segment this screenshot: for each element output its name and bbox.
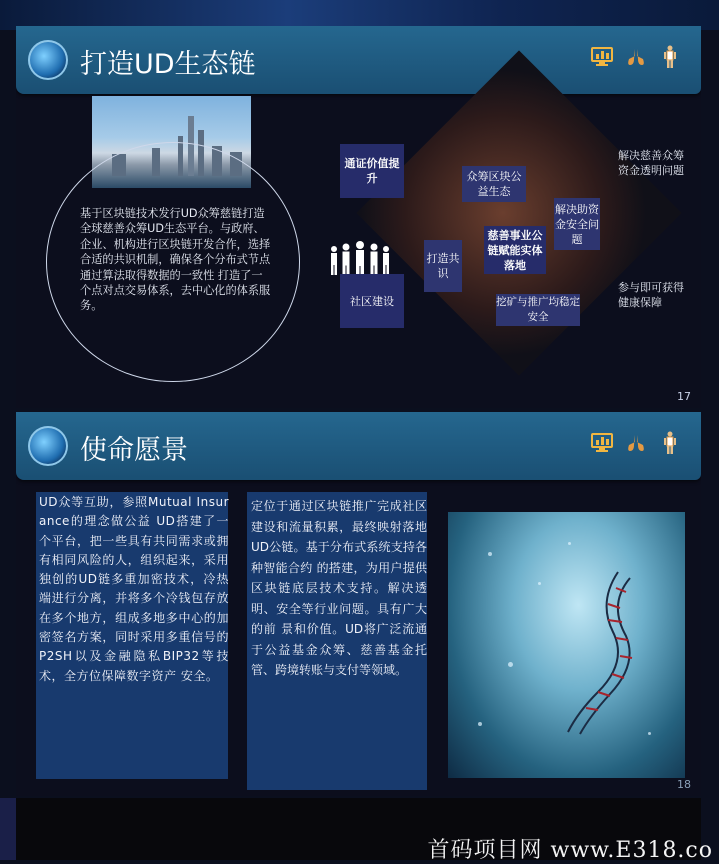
site-watermark: 首码项目网 www.E318.co — [427, 838, 713, 863]
page-number: 18 — [677, 778, 691, 791]
globe-icon — [28, 426, 68, 466]
dna-helix-image — [448, 512, 685, 778]
diagram-note-transparency: 解决慈善众筹 资金透明问题 — [618, 149, 684, 177]
bottom-left-edge — [0, 798, 16, 860]
diagram-token-value-box: 通证价值提升 — [340, 144, 404, 198]
person-body-icon — [659, 45, 681, 69]
positioning-text-panel — [247, 492, 427, 790]
diagram-crowdfund-box: 众筹区块公益生态 — [462, 166, 526, 202]
diagram-note-health: 参与即可获得健康保障 — [618, 281, 684, 309]
mutual-aid-text-panel — [36, 492, 228, 779]
diagram-consensus-box: 打造共识 — [424, 240, 462, 292]
slide-header — [16, 26, 701, 94]
header-icons — [591, 45, 681, 69]
diagram-community-box: 社区建设 — [340, 274, 404, 328]
diagram-diamond-background — [356, 50, 681, 375]
diagram-mining-box: 挖矿与推广均稳定安全 — [496, 294, 580, 326]
circle-description-text: 基于区块链技术发行UD众筹慈链打造全球慈善众筹UD生态平台。与政府、企业、机构进行区块链开发合作，选择合适的共识机制，确保各个分布式节点通过算法取得数据的一致性 打造了一个点对点交易体系，去中心化的体系服务。 — [80, 207, 271, 313]
mutual-aid-text: UD众等互助，参照Mutual Insur ance的理念做公益 UD搭建了一个平台，把一些具有共同需求或拥有相同风险的人，组织起来，采用独创的UD链多重加密技术，冷热端进行分离，并将多个冷钱包存放在多个地方，组成多地多中心的加密签名方案，同时采用多重信号的P2SH以及金融隐私BIP32等技术，全方位保障数字资产 安全。 — [39, 495, 229, 683]
diagram-center-box: 慈善事业公链赋能实体落地 — [484, 226, 546, 274]
computer-chart-icon — [591, 431, 613, 455]
diagram-fund-security-box: 解决助资金安全问题 — [554, 198, 600, 250]
page-number: 17 — [677, 390, 691, 403]
person-body-icon — [659, 431, 681, 455]
slide-mission-vision — [16, 412, 701, 796]
header-icons — [591, 431, 681, 455]
slide-header — [16, 412, 701, 480]
positioning-text: 定位于通过区块链推广完成社区建设和流量积累，最终映射落地 UD公链。基于分布式系统支持各种智能合约 的搭建，为用户提供区块链底层技术支持。解决透明、安全等行业问题。具有广大的前 景和价值。UD将广泛流通于公益基金众筹、慈善基金托管、跨境转账与支付等领域。 — [251, 499, 427, 677]
computer-chart-icon — [591, 45, 613, 69]
slide-title: 打造UD生态链 — [80, 49, 256, 80]
lungs-icon — [625, 431, 647, 455]
slide-title: 使命愿景 — [80, 435, 188, 466]
slide-ud-ecosystem — [16, 26, 701, 408]
lungs-icon — [625, 45, 647, 69]
globe-icon — [28, 40, 68, 80]
